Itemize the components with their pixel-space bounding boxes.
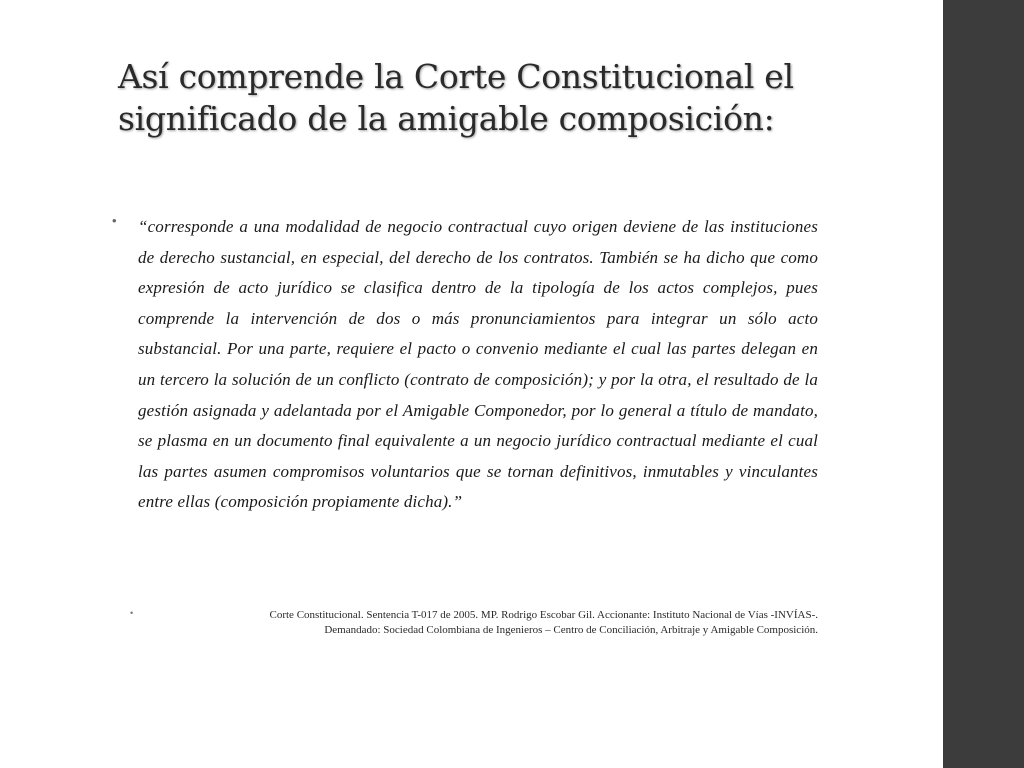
title-line-1: Así comprende la Corte Constitucional el bbox=[118, 57, 794, 96]
bullet-icon: • bbox=[112, 213, 117, 228]
right-sidebar-bar bbox=[943, 0, 1024, 768]
citation-line-1: Corte Constitucional. Sentencia T-017 de 2005. MP. Rodrigo Escobar Gil. Accionante: Instituto Nacional de Vías -INVÍAS-. bbox=[269, 609, 818, 621]
citation-block bbox=[130, 608, 818, 638]
title-line-2: significado de la amigable composición: bbox=[118, 99, 775, 138]
quote-block bbox=[112, 212, 818, 518]
slide-title bbox=[118, 56, 898, 140]
quote-text: “corresponde a una modalidad de negocio contractual cuyo origen deviene de las instituciones de derecho sustancial, en especial, del derecho de los contratos. También se ha dicho que como expresión de acto jurídico se clasifica dentro de la tipología de los actos complejos, pues comprende la intervención de dos o más pronunciamientos para integrar un sólo acto substancial. Por una parte, requiere el pacto o convenio mediante el cual las partes delegan en un tercero la solución de un conflicto (contrato de composición); y por la otra, el resultado de la gestión asignada y adelantada por el Amigable Componedor, por lo general a título de mandato, se plasma en un documento final equivalente a un negocio jurídico contractual mediante el cual las partes asumen compromisos voluntarios que se tornan definitivos, inmutables y vinculantes entre ellas (composición propiamente dicha).” bbox=[138, 217, 818, 512]
citation-bullet-icon: • bbox=[130, 608, 134, 618]
citation-text bbox=[154, 608, 818, 638]
citation-line-2: Demandado: Sociedad Colombiana de Ingenieros – Centro de Conciliación, Arbitraje y Amigable Composición. bbox=[324, 624, 818, 636]
